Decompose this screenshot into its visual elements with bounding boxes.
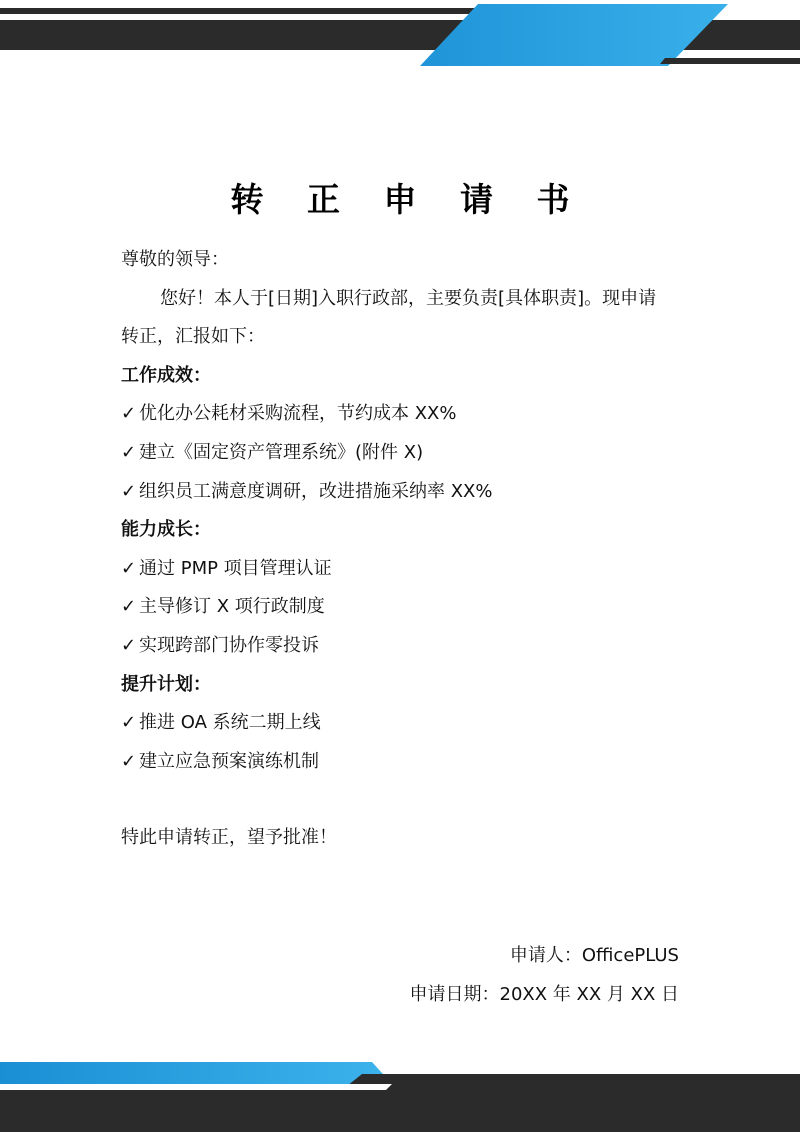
closing-statement: 特此申请转正，望予批准！ — [121, 827, 337, 849]
document-title: 转 正 申 请 书 — [230, 180, 586, 219]
header-dark-thin-top — [0, 8, 480, 14]
signature-block — [410, 936, 680, 1014]
check-icon: ✓ — [121, 712, 137, 734]
check-icon: ✓ — [121, 596, 137, 618]
applicant-name: 申请人：OfficePLUS — [509, 945, 679, 966]
intro-line-1: 您好！本人于[日期]入职行政部，主要负责[具体职责]。现申请 — [160, 287, 657, 309]
header-dark-band — [0, 20, 800, 50]
check-icon: ✓ — [121, 750, 137, 772]
check-icon: ✓ — [121, 557, 137, 579]
application-date: 申请日期：20XX 年 XX 月 XX 日 — [409, 984, 679, 1005]
salutation: 尊敬的领导： — [121, 249, 229, 270]
list-item: ✓ 组织员工满意度调研，改进措施采纳率 XX% — [121, 473, 681, 512]
header-dark-thin-right — [660, 58, 800, 64]
list-item: ✓ 通过 PMP 项目管理认证 — [121, 550, 681, 589]
footer-decoration — [0, 1062, 800, 1132]
header-blue-shape — [420, 4, 728, 66]
list-item: ✓ 建立《固定资产管理系统》(附件 X) — [121, 434, 681, 473]
footer-blue-shape — [0, 1062, 392, 1084]
check-icon: ✓ — [121, 441, 137, 463]
section-heading-ability-growth: 能力成长： — [121, 519, 211, 541]
list-item: ✓ 实现跨部门协作零投诉 — [121, 627, 681, 666]
section-heading-improvement-plan: 提升计划： — [121, 673, 211, 695]
check-icon: ✓ — [121, 634, 137, 656]
document-body — [121, 241, 681, 858]
list-item: ✓ 建立应急预案演练机制 — [121, 743, 681, 782]
spacer — [121, 781, 681, 819]
footer-white-gap — [0, 1084, 392, 1090]
check-icon: ✓ — [121, 403, 137, 425]
list-item: ✓ 主导修订 X 项行政制度 — [121, 588, 681, 627]
list-item: ✓ 推进 OA 系统二期上线 — [121, 704, 681, 743]
header-decoration — [0, 0, 800, 72]
list-item: ✓ 优化办公耗材采购流程，节约成本 XX% — [121, 395, 681, 434]
footer-dark-band — [0, 1074, 800, 1132]
section-heading-work-results: 工作成效： — [121, 364, 211, 386]
intro-line-2: 转正，汇报如下： — [121, 326, 265, 348]
check-icon: ✓ — [121, 480, 137, 502]
